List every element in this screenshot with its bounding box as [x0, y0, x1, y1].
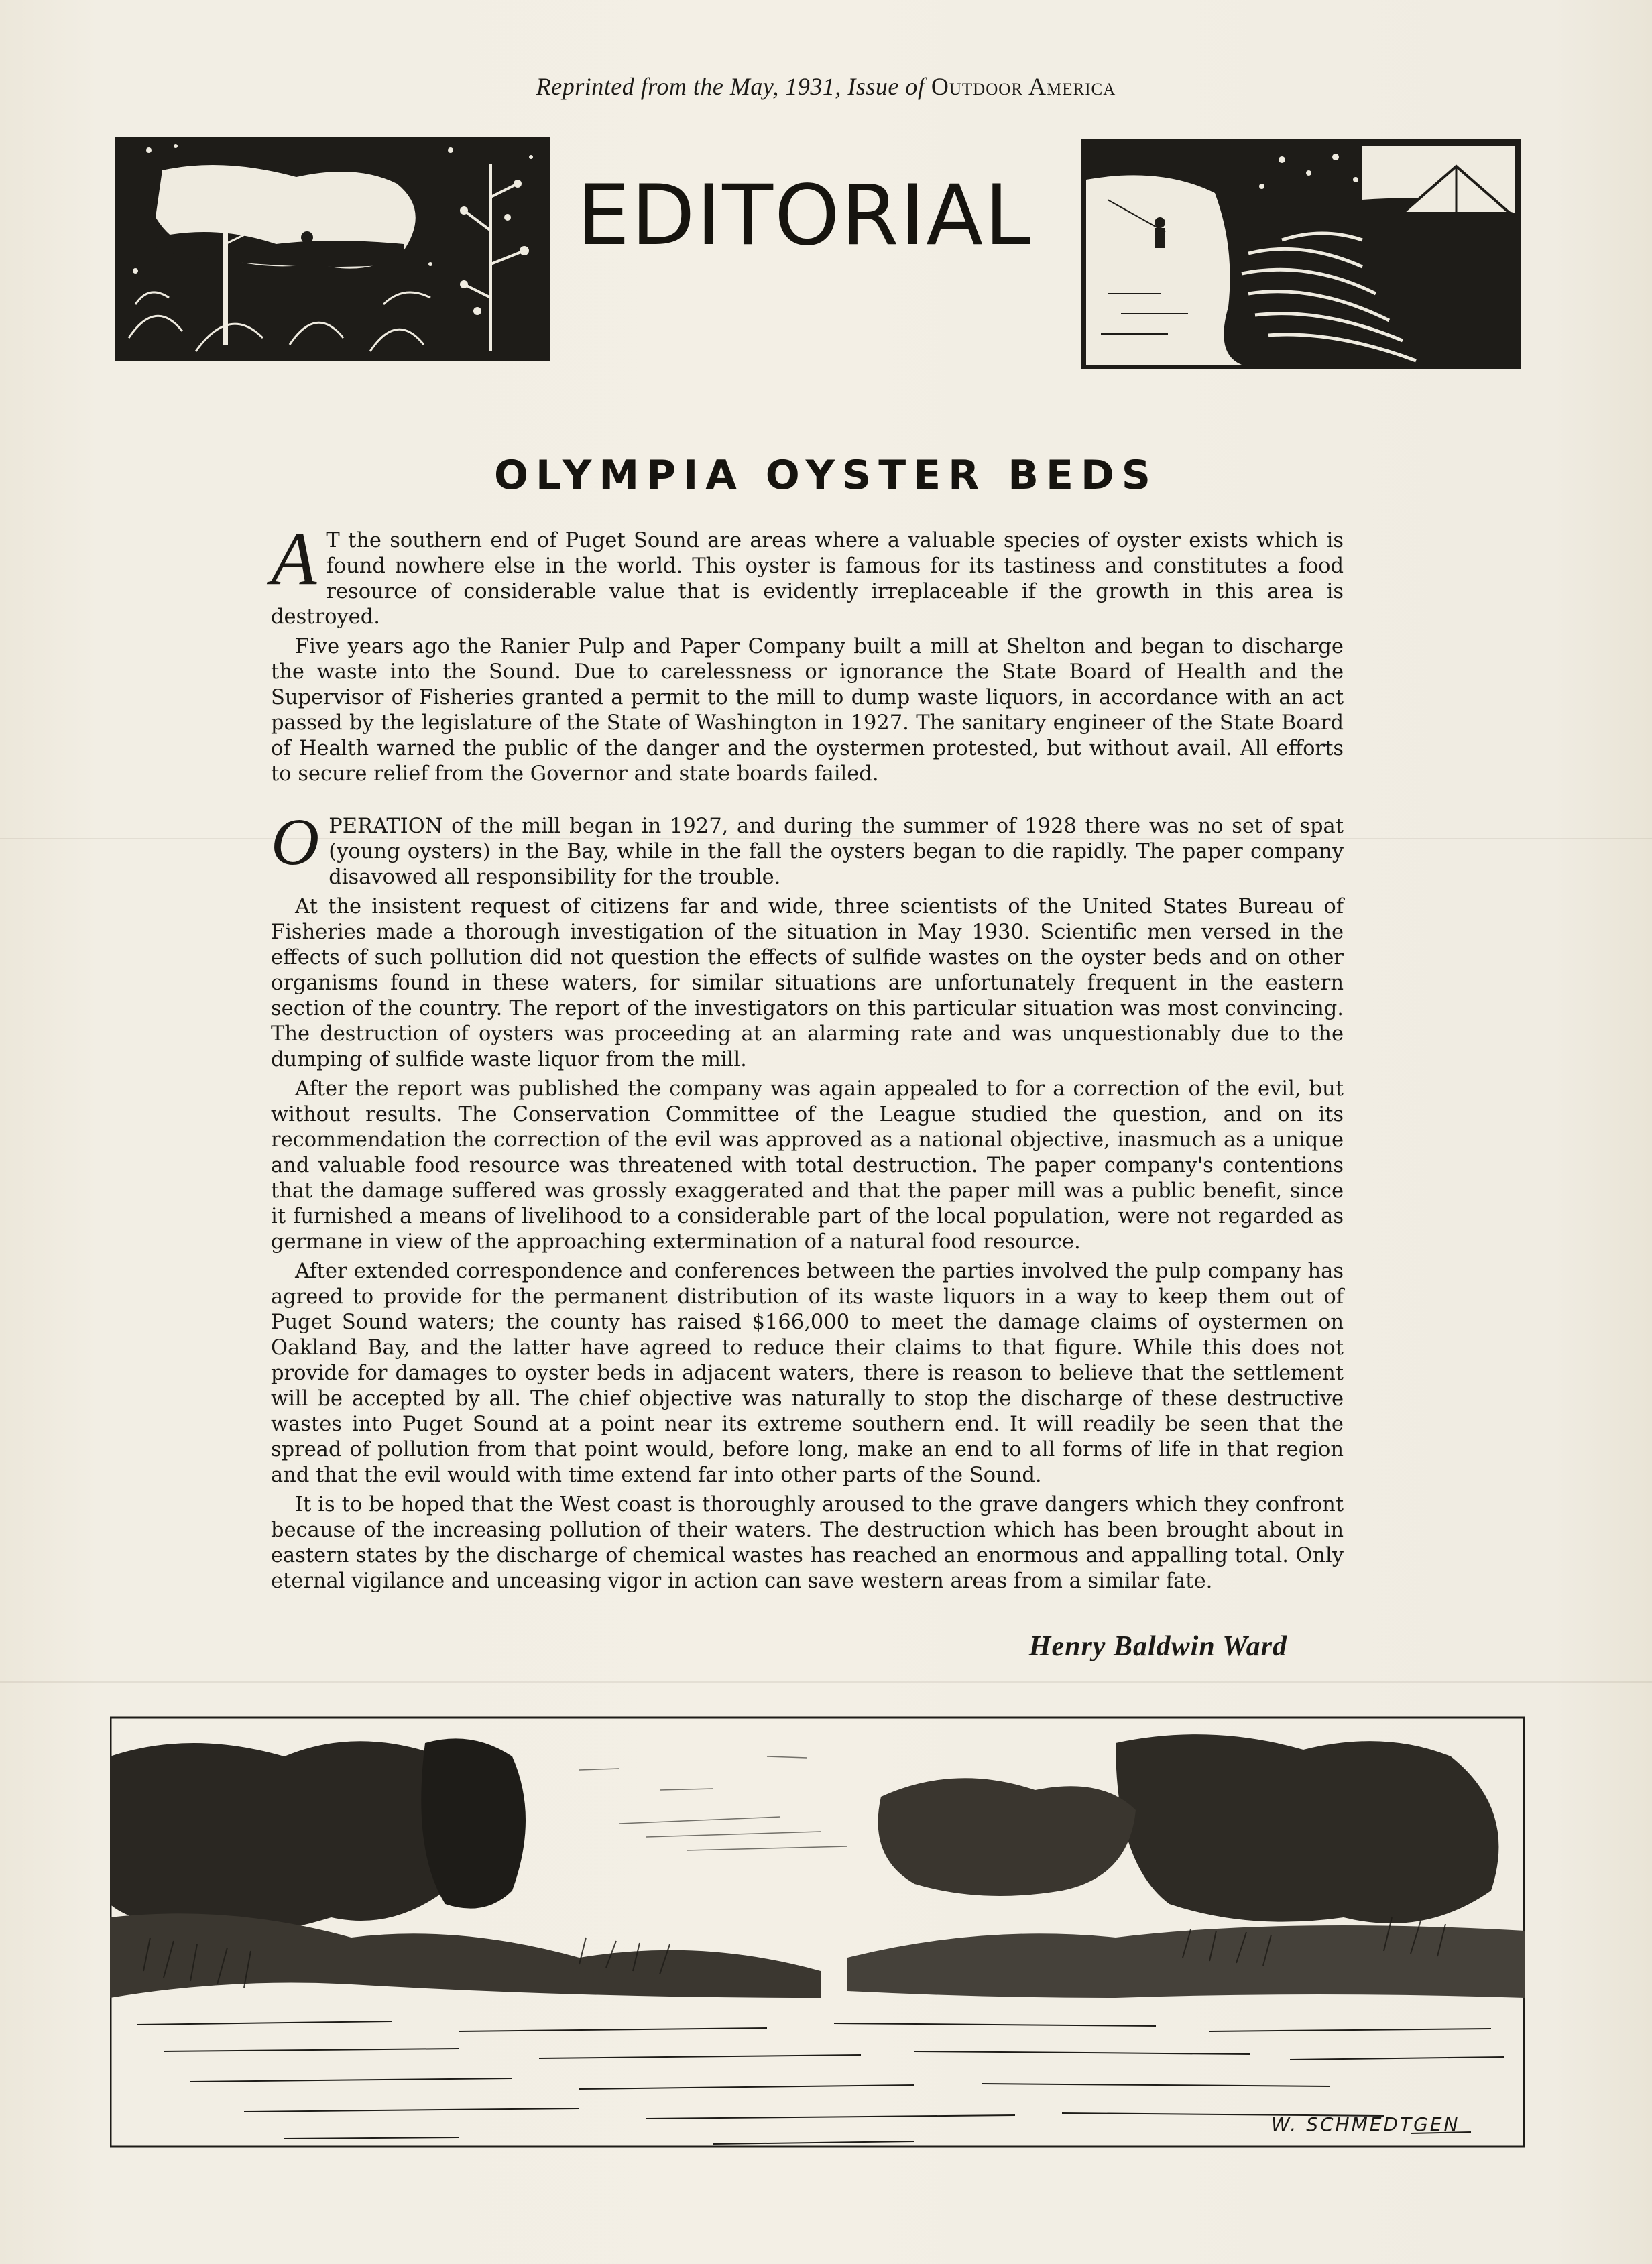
article-paragraph: Five years ago the Ranier Pulp and Paper Company built a mill at Shelton and began to discharge the waste into the Sound. Due to carelessness or ignorance the State Board of Health and the Supervisor of Fisheries granted a permit to the mill to dump waste liquors, in accordance with an act passed by the legislature of the State of Washington in 1927. The sanitary engineer of the State Board of Health warned the public of the danger and the oystermen protested, but without avail. All efforts to secure relief from the Governor and state boards failed.	[271, 635, 1344, 786]
reprint-notice	[0, 72, 1652, 101]
drop-cap-o: O	[271, 805, 320, 879]
article-paragraph: It is to be hoped that the West coast is thoroughly aroused to the grave dangers which they confront because of the increasing pollution of their waters. The destruction which has been brought about in eastern states by the discharge of chemical wastes has reached an enormous and appalling total. Only eternal vigilance and unceasing vigor in action can save western areas from a similar fate.	[271, 1493, 1344, 1593]
artist-signature: W. SCHMEDTGEN	[1271, 2113, 1460, 2135]
article-headline: OLYMPIA OYSTER BEDS	[494, 452, 1158, 499]
paragraph-text: T the southern end of Puget Sound are areas where a valuable species of oyster exists which is found nowhere else in the world. This oyster is famous for its tastiness and constitutes a food resource of considerable value that is evidently irreplaceable if the growth in this area is destroyed.	[271, 529, 1344, 629]
article-paragraph: After the report was published the company was again appealed to for a correction of the evil, but without results. The Conservation Committee of the League studied the question, and on its recommendation the correction of the evil was approved as a national objective, inasmuch as a unique and valuable food resource was threatened with total destruction. The paper company's contentions that the damage suffered was grossly exaggerated and that the paper mill was a public benefit, since it furnished a means of livelihood to a considerable part of the local population, were not regarded as germane in view of the approaching extermination of a natural food resource.	[271, 1077, 1344, 1254]
article-paragraph: After extended correspondence and conferences between the parties involved the pulp company has agreed to provide for the permanent distribution of its waste liquors in a way to keep them out of Puget Sound waters; the county has raised $166,000 to meet the damage claims of oystermen on Oakland Bay, and the latter have agreed to reduce their claims to that figure. While this does not provide for damages to oyster beds in adjacent waters, there is reason to believe that the settlement will be accepted by all. The chief objective was naturally to stop the discharge of these destructive wastes into Puget Sound at a point near its extreme southern end. It will readily be seen that the spread of pollution from that point would, before long, make an end to all forms of life in that region and that the evil would with time extend far into other parts of the Sound.	[271, 1260, 1344, 1487]
paragraph-text: PERATION of the mill began in 1927, and during the summer of 1928 there was no set of spat (young oysters) in the Bay, while in the fall the oysters began to die rapidly. The paper company disavowed all responsibility for the trouble.	[329, 815, 1344, 889]
article-paragraph: At the insistent request of citizens far and wide, three scientists of the United States Bureau of Fisheries made a thorough investigation of the situation in May 1930. Scientific men versed in the effects of such pollution did not question the effects of sulfide wastes on the oyster beds and on other organisms found in these waters, for similar situations are unfortunately frequent in the eastern section of the country. The report of the investigators on this particular situation was most convincing. The destruction of oysters was proceeding at an alarming rate and was unquestionably due to the dumping of sulfide waste liquor from the mill.	[271, 895, 1344, 1071]
magazine-name: Outdoor America	[931, 73, 1116, 100]
fold-line	[0, 1681, 1652, 1683]
woodcut-hiker-illustration	[115, 137, 550, 361]
section-title: EDITORIAL	[577, 168, 1032, 264]
landscape-illustration	[110, 1716, 1525, 2159]
article-paragraph	[271, 518, 1344, 630]
article-body	[271, 518, 1344, 1598]
reprint-prefix: Reprinted from the May, 1931, Issue of	[536, 73, 925, 100]
drop-cap-a: A	[271, 518, 317, 601]
article-paragraph	[271, 805, 1344, 890]
woodcut-fisherman-illustration	[1081, 139, 1521, 369]
author-signature: Henry Baldwin Ward	[1028, 1631, 1287, 1662]
